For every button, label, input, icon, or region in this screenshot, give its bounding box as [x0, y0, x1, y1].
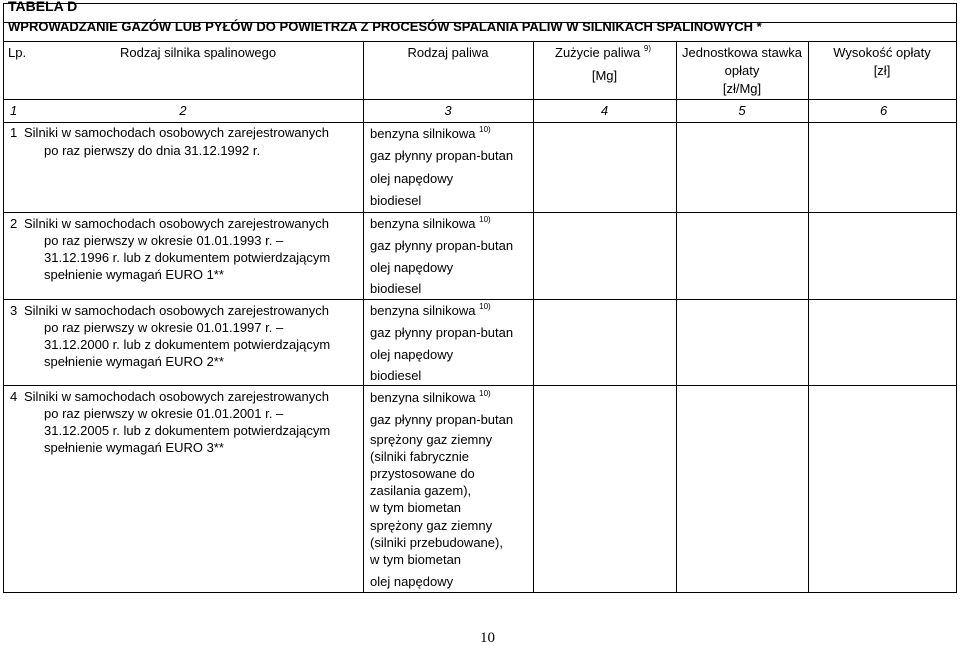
fuel-item: gaz płynny propan-butan: [370, 412, 514, 427]
column-number: 3: [444, 103, 452, 118]
header-engine-type: Rodzaj silnika spalinowego: [120, 45, 277, 60]
engine-line: 31.12.2005 r. lub z dokumentem potwierdzającym: [44, 423, 331, 438]
header-lp: Lp.: [8, 45, 27, 60]
cng-factory-line: przystosowane do: [370, 466, 475, 481]
fuel-item: olej napędowy: [370, 260, 454, 275]
engine-line: Silniki w samochodach osobowych zarejestrowanych: [24, 216, 329, 231]
engine-line: po raz pierwszy w okresie 01.01.1993 r. –: [44, 233, 284, 248]
header-fee-1: Wysokość opłaty: [833, 45, 931, 60]
engine-line: 31.12.2000 r. lub z dokumentem potwierdzającym: [44, 337, 331, 352]
cng-converted-line: w tym biometan: [370, 552, 462, 567]
fuel-item: benzyna silnikowa $^{10)}$: [370, 215, 491, 231]
row-lp: 4: [10, 389, 18, 404]
engine-line: Silniki w samochodach osobowych zarejestrowanych: [24, 125, 329, 140]
fuel-item: biodiesel: [370, 368, 422, 383]
cng-factory-line: w tym biometan: [370, 500, 462, 515]
cng-factory-line: sprężony gaz ziemny: [370, 432, 493, 447]
column-number: 1: [10, 103, 18, 118]
header-consumption: Zużycie paliwa $^{9)}$: [555, 44, 652, 60]
engine-line: Silniki w samochodach osobowych zarejestrowanych: [24, 303, 329, 318]
fuel-item: benzyna silnikowa $^{10)}$: [370, 389, 491, 405]
row-lp: 2: [10, 216, 18, 231]
cng-converted-line: (silniki przebudowane),: [370, 535, 503, 550]
header-unit-rate-3: [zł/Mg]: [722, 81, 762, 96]
fuel-item: benzyna silnikowa $^{10)}$: [370, 302, 491, 318]
header-unit-rate-1: Jednostkowa stawka: [682, 45, 802, 60]
cng-factory-line: zasilania gazem),: [370, 483, 472, 498]
engine-line: po raz pierwszy w okresie 01.01.1997 r. –: [44, 320, 284, 335]
header-fuel-type: Rodzaj paliwa: [407, 45, 489, 60]
cng-converted-line: sprężony gaz ziemny: [370, 518, 493, 533]
fuel-item: biodiesel: [370, 281, 422, 296]
engine-line: spełnienie wymagań EURO 3**: [44, 440, 224, 455]
column-number: 4: [600, 103, 609, 118]
engine-line: spełnienie wymagań EURO 2**: [44, 354, 224, 369]
fuel-item: olej napędowy: [370, 171, 454, 186]
fuel-item: gaz płynny propan-butan: [370, 238, 514, 253]
row-lp: 1: [10, 125, 18, 140]
fuel-item: biodiesel: [370, 193, 422, 208]
engine-line: 31.12.1996 r. lub z dokumentem potwierdzającym: [44, 250, 331, 265]
fuel-item: gaz płynny propan-butan: [370, 325, 514, 340]
fuel-item: gaz płynny propan-butan: [370, 148, 514, 163]
engine-line: po raz pierwszy w okresie 01.01.2001 r. –: [44, 406, 284, 421]
engine-line: Silniki w samochodach osobowych zarejestrowanych: [24, 389, 329, 404]
column-number: 2: [179, 103, 187, 118]
row-lp: 3: [10, 303, 18, 318]
page-number: 10: [480, 630, 495, 646]
table-subtitle: WPROWADZANIE GAZÓW LUB PYŁÓW DO POWIETRZA Z PROCESÓW SPALANIA PALIW W SILNIKACH SPALINOWYCH *: [8, 19, 762, 34]
header-unit-rate-2: opłaty: [724, 63, 760, 78]
cng-factory-line: (silniki fabrycznie: [370, 449, 469, 464]
table-title: TABELA D: [8, 0, 78, 14]
column-number: 5: [738, 103, 746, 118]
engine-line: spełnienie wymagań EURO 1**: [44, 267, 224, 282]
header-fee-2: [zł]: [873, 63, 891, 78]
fuel-item: benzyna silnikowa $^{10)}$: [370, 125, 491, 141]
fuel-item: olej napędowy: [370, 347, 454, 362]
fuel-item: olej napędowy: [370, 574, 454, 589]
engine-line: po raz pierwszy do dnia 31.12.1992 r.: [44, 143, 261, 158]
column-number: 6: [880, 103, 888, 118]
header-consumption-unit: [Mg]: [591, 68, 618, 83]
